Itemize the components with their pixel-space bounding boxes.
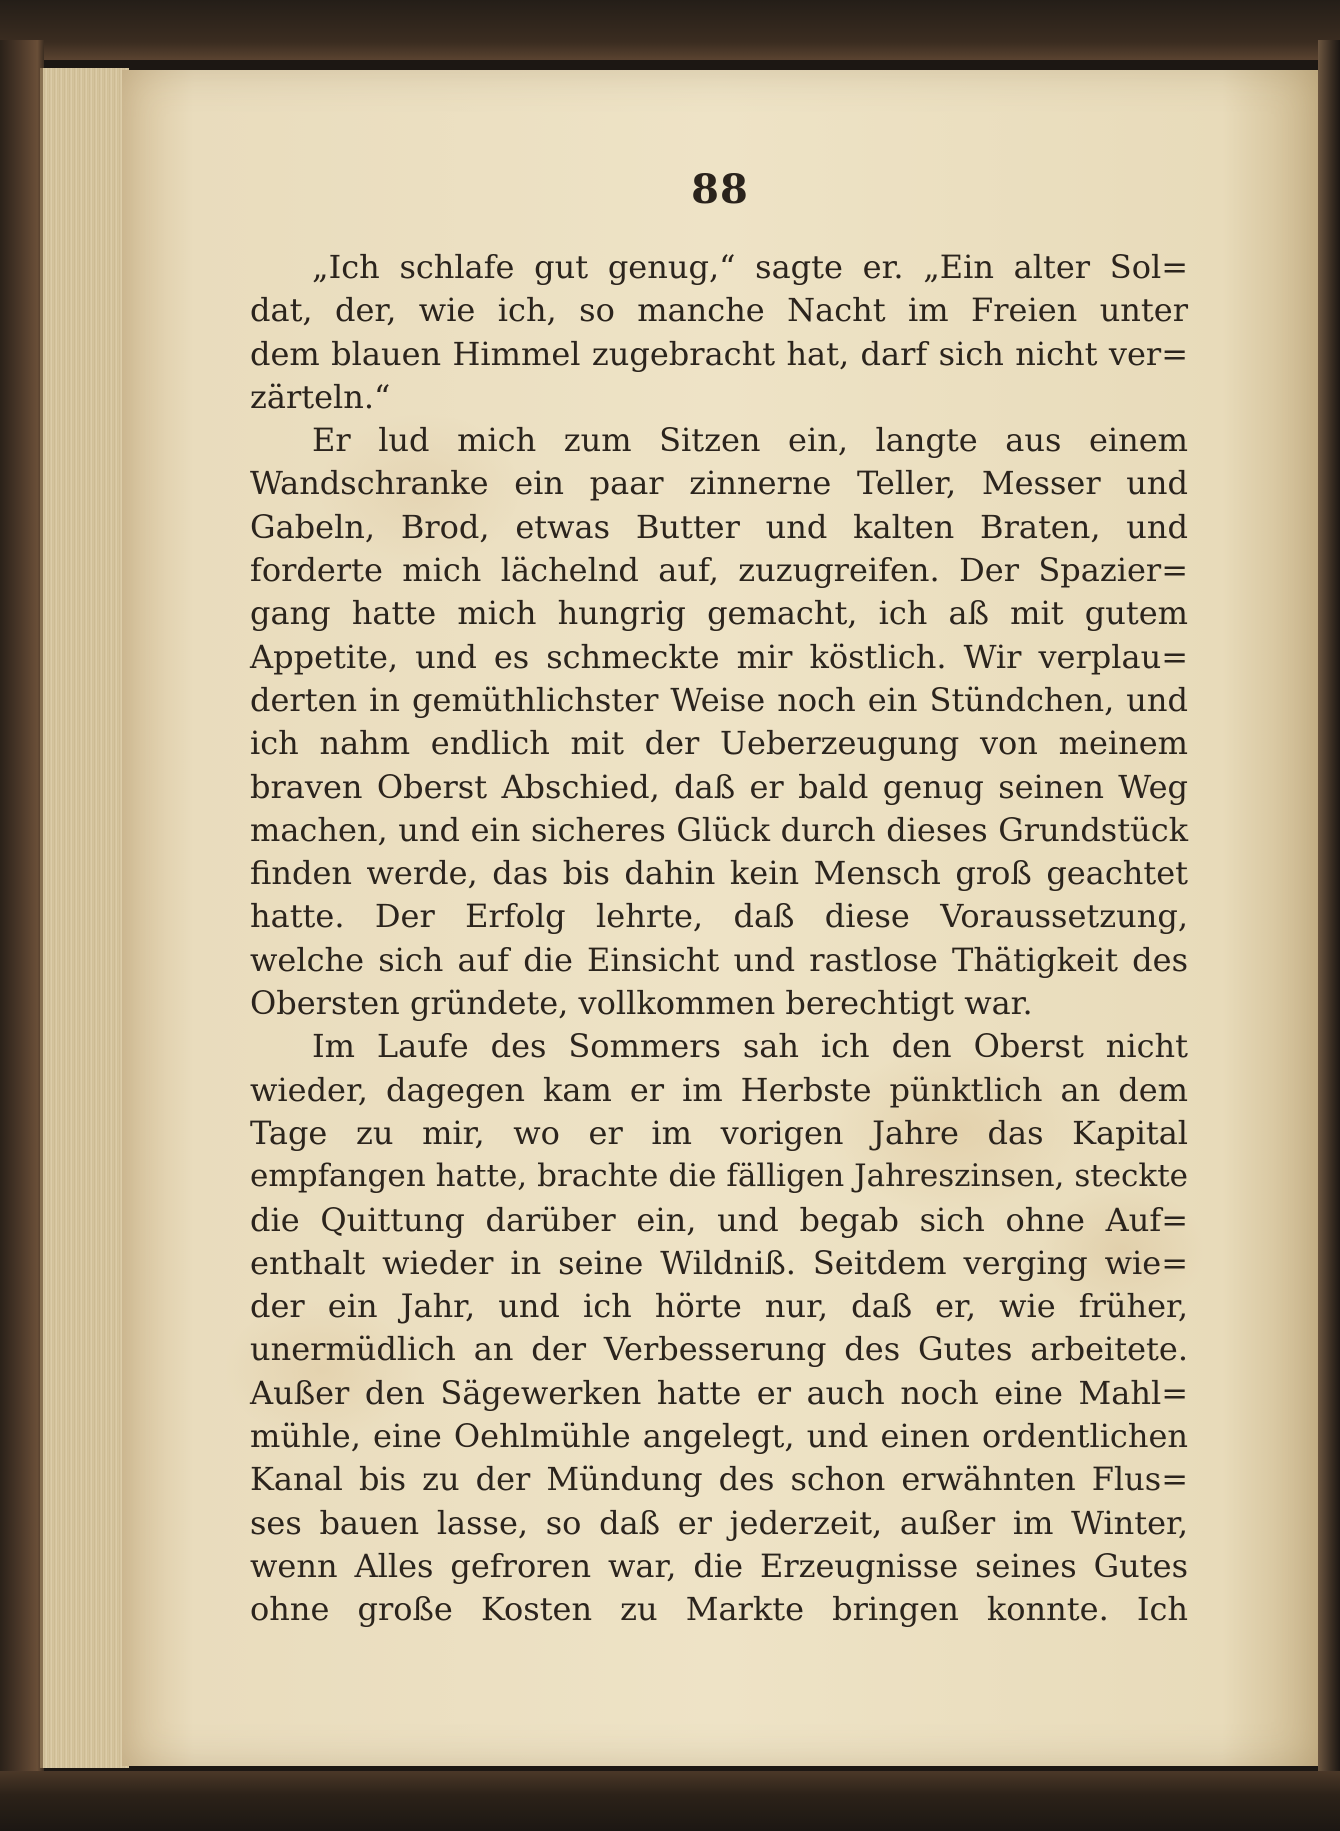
text-line: Tage zu mir, wo er im vorigen Jahre das Kapital bbox=[250, 1113, 1188, 1152]
text-line: Obersten gründete, vollkommen berechtigt war. bbox=[250, 984, 1033, 1023]
text-line: unermüdlich an der Verbesserung des Gutes arbeitete. bbox=[250, 1330, 1188, 1369]
text-line: forderte mich lächelnd auf, zuzugreifen. Der Spazier= bbox=[250, 551, 1188, 590]
text-line: Wandschranke ein paar zinnerne Teller, Messer und bbox=[250, 464, 1188, 503]
text-line: Er lud mich zum Sitzen ein, langte aus einem bbox=[312, 421, 1188, 460]
text-line: wieder, dagegen kam er im Herbste pünktlich an dem bbox=[250, 1070, 1188, 1109]
book-cover-bottom bbox=[0, 1771, 1340, 1831]
text-line: „Ich schlafe gut genug,“ sagte er. „Ein alter Sol= bbox=[312, 248, 1188, 286]
book-cover-top bbox=[0, 0, 1340, 60]
text-line: der ein Jahr, und ich hörte nur, daß er, wie früher, bbox=[250, 1287, 1188, 1326]
text-line: dat, der, wie ich, so manche Nacht im Freien unter bbox=[250, 291, 1188, 330]
text-line: finden werde, das bis dahin kein Mensch groß geachtet bbox=[250, 854, 1188, 893]
text-line: gang hatte mich hungrig gemacht, ich aß mit gutem bbox=[250, 594, 1188, 633]
page-number: 88 bbox=[691, 166, 749, 213]
body-text bbox=[250, 246, 1188, 1632]
text-line: mühle, eine Oehlmühle angelegt, und einen ordentlichen bbox=[250, 1417, 1188, 1456]
text-line: enthalt wieder in seine Wildniß. Seitdem verging wie= bbox=[250, 1243, 1188, 1282]
page-stack-edges bbox=[40, 68, 129, 1768]
text-line: empfangen hatte, brachte die fälligen Jahreszinsen, steckte bbox=[250, 1158, 1188, 1195]
text-line: hatte. Der Erfolg lehrte, daß diese Voraussetzung, bbox=[250, 897, 1188, 936]
text-line: ich nahm endlich mit der Ueberzeugung von meinem bbox=[250, 724, 1188, 763]
book-cover-right bbox=[1318, 40, 1340, 1785]
text-line: Im Laufe des Sommers sah ich den Oberst nicht bbox=[312, 1027, 1188, 1066]
text-line: machen, und ein sicheres Glück durch dieses Grundstück bbox=[250, 810, 1188, 849]
text-line: dem blauen Himmel zugebracht hat, darf sich nicht ver= bbox=[250, 334, 1188, 373]
book-page bbox=[122, 70, 1318, 1766]
text-line: ses bauen lasse, so daß er jederzeit, außer im Winter, bbox=[250, 1503, 1188, 1542]
text-line: Appetite, und es schmeckte mir köstlich. Wir verplau= bbox=[250, 637, 1188, 676]
text-line: braven Oberst Abschied, daß er bald genug seinen Weg bbox=[250, 767, 1188, 806]
text-line: welche sich auf die Einsicht und rastlose Thätigkeit des bbox=[250, 940, 1188, 979]
text-line: Kanal bis zu der Mündung des schon erwähnten Flus= bbox=[250, 1460, 1188, 1499]
text-line: Gabeln, Brod, etwas Butter und kalten Braten, und bbox=[250, 507, 1188, 546]
text-line: Außer den Sägewerken hatte er auch noch eine Mahl= bbox=[250, 1373, 1188, 1412]
text-line: wenn Alles gefroren war, die Erzeugnisse seines Gutes bbox=[250, 1546, 1188, 1585]
text-line: zärteln.“ bbox=[250, 377, 391, 416]
text-line: ohne große Kosten zu Markte bringen konnte. Ich bbox=[250, 1590, 1188, 1629]
text-line: die Quittung darüber ein, und begab sich ohne Auf= bbox=[250, 1200, 1188, 1239]
book-spine-edge bbox=[0, 40, 44, 1785]
text-line: derten in gemüthlichster Weise noch ein Stündchen, und bbox=[250, 680, 1188, 719]
